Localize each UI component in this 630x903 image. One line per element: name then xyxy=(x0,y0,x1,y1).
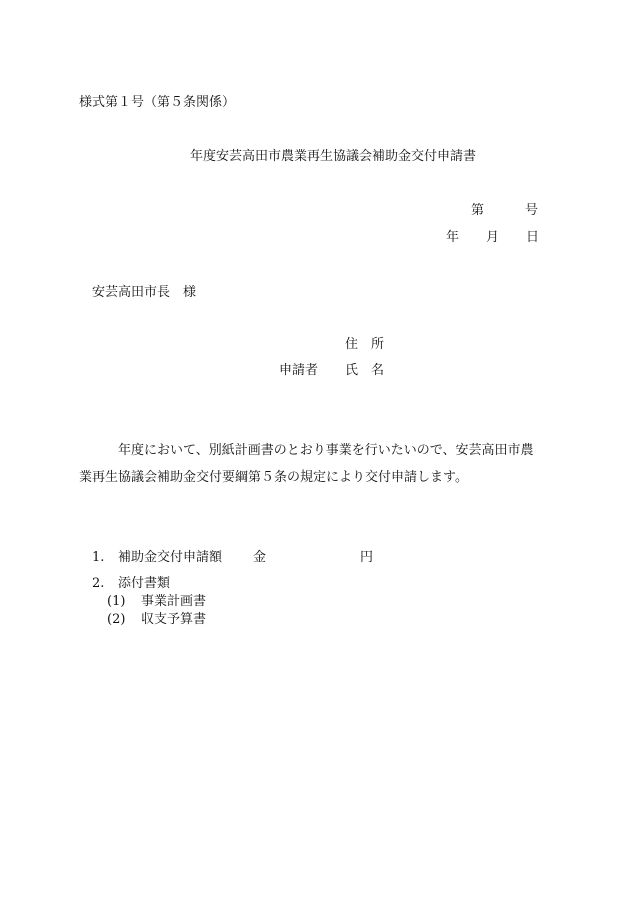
doc-number-dai: 第 xyxy=(471,203,485,218)
attachment-label: 事業計画書 xyxy=(141,594,207,609)
attachment-number: (2) xyxy=(107,612,126,627)
addressee: 安芸高田市長 様 xyxy=(92,285,197,300)
attachment-number: (1) xyxy=(107,594,126,609)
item-label-attachments: 添付書類 xyxy=(118,576,171,591)
name-label: 氏 名 xyxy=(345,363,385,378)
form-number: 様式第１号（第５条関係） xyxy=(79,95,236,110)
date-year: 年 xyxy=(446,230,460,245)
attachment-label: 収支予算書 xyxy=(141,612,207,627)
date-day: 日 xyxy=(526,230,540,245)
applicant-label: 申請者 xyxy=(279,363,319,378)
body-line-2: 業再生協議会補助金交付要綱第５条の規定により交付申請します。 xyxy=(79,470,468,485)
item-label-amount: 補助金交付申請額 xyxy=(118,550,223,565)
amount-yen: 円 xyxy=(360,550,374,565)
item-number: 2. xyxy=(92,576,105,591)
document-title: 年度安芸高田市農業再生協議会補助金交付申請書 xyxy=(190,149,477,164)
doc-number-go: 号 xyxy=(525,203,539,218)
body-line-1: 年度において、別紙計画書のとおり事業を行いたいので、安芸高田市農 xyxy=(118,443,534,458)
amount-kin: 金 xyxy=(253,550,267,565)
date-month: 月 xyxy=(486,230,500,245)
address-label: 住 所 xyxy=(345,337,385,352)
item-number: 1. xyxy=(92,550,105,565)
